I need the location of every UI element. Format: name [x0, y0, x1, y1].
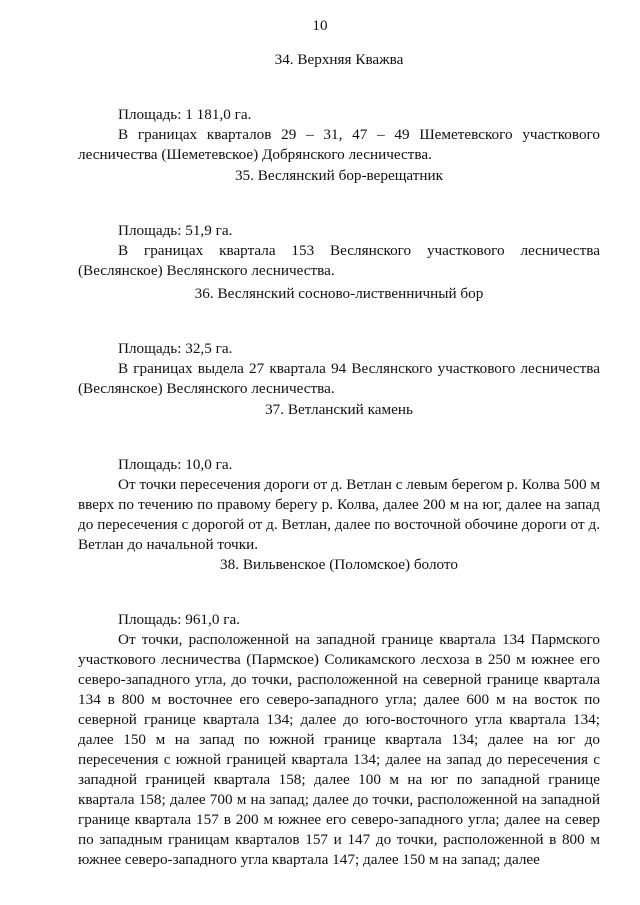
- section-title: 35. Веслянский бор-верещатник: [234, 167, 444, 184]
- section-area: Площадь: 1 181,0 га.: [118, 106, 252, 123]
- section-area: Площадь: 32,5 га.: [118, 340, 233, 357]
- section-36: [78, 284, 600, 399]
- section-title: 36. Веслянский сосново-лиственничный бор: [194, 285, 484, 302]
- section-35: [78, 166, 600, 281]
- section-38: [78, 555, 600, 870]
- section-description: От точки, расположенной на западной границе квартала 134 Пармского участкового лесничества (Пармское) Соликамского лесхоза в 250 м южнее его северо-западного угла, до точки, расположенной на северной границе квартала 134 в 800 м восточнее его северо-западного угла; далее 600 м на восток по северной границе квартала 134; далее до юго-восточного угла квартала 134; далее 150 м на запад по южной границе квартала 134; далее на юг до пересечения с южной границей квартала 134; далее на запад до пересечения с западной границей квартала 158; далее 100 м на юг по западной границе квартала 158; далее 700 м на запад; далее до точки, расположенной на западной границе квартала 157 в 200 м южнее его северо-западного угла; далее на север по западным границам кварталов 157 и 147 до точки, расположенной в 800 м южнее северо-западного угла квартала 147; далее 150 м на запад; далее: [78, 631, 600, 868]
- section-title: 37. Ветланский камень: [265, 401, 413, 418]
- section-37: [78, 400, 600, 555]
- section-title: 38. Вильвенское (Поломское) болото: [220, 556, 458, 573]
- section-description: В границах квартала 153 Веслянского участкового лесничества (Веслянское) Веслянского лесничества.: [78, 242, 600, 279]
- section-description: В границах кварталов 29 – 31, 47 – 49 Шеметевского участкового лесничества (Шеметевское) Добрянского лесничества.: [78, 126, 600, 163]
- section-description: От точки пересечения дороги от д. Ветлан с левым берегом р. Колва 500 м вверх по течению по правому берегу р. Колва, далее 200 м на юг, далее на запад до пересечения с дорогой от д. Ветлан, далее по восточной обочине дороги от д. Ветлан до начальной точки.: [78, 476, 600, 553]
- page-number: 10: [312, 17, 328, 34]
- section-34: [78, 50, 600, 165]
- section-title: 34. Верхняя Кважва: [274, 51, 404, 68]
- section-description: В границах выдела 27 квартала 94 Веслянского участкового лесничества (Веслянское) Веслянского лесничества.: [78, 360, 600, 397]
- section-area: Площадь: 961,0 га.: [118, 611, 240, 628]
- section-area: Площадь: 10,0 га.: [118, 456, 233, 473]
- section-area: Площадь: 51,9 га.: [118, 222, 233, 239]
